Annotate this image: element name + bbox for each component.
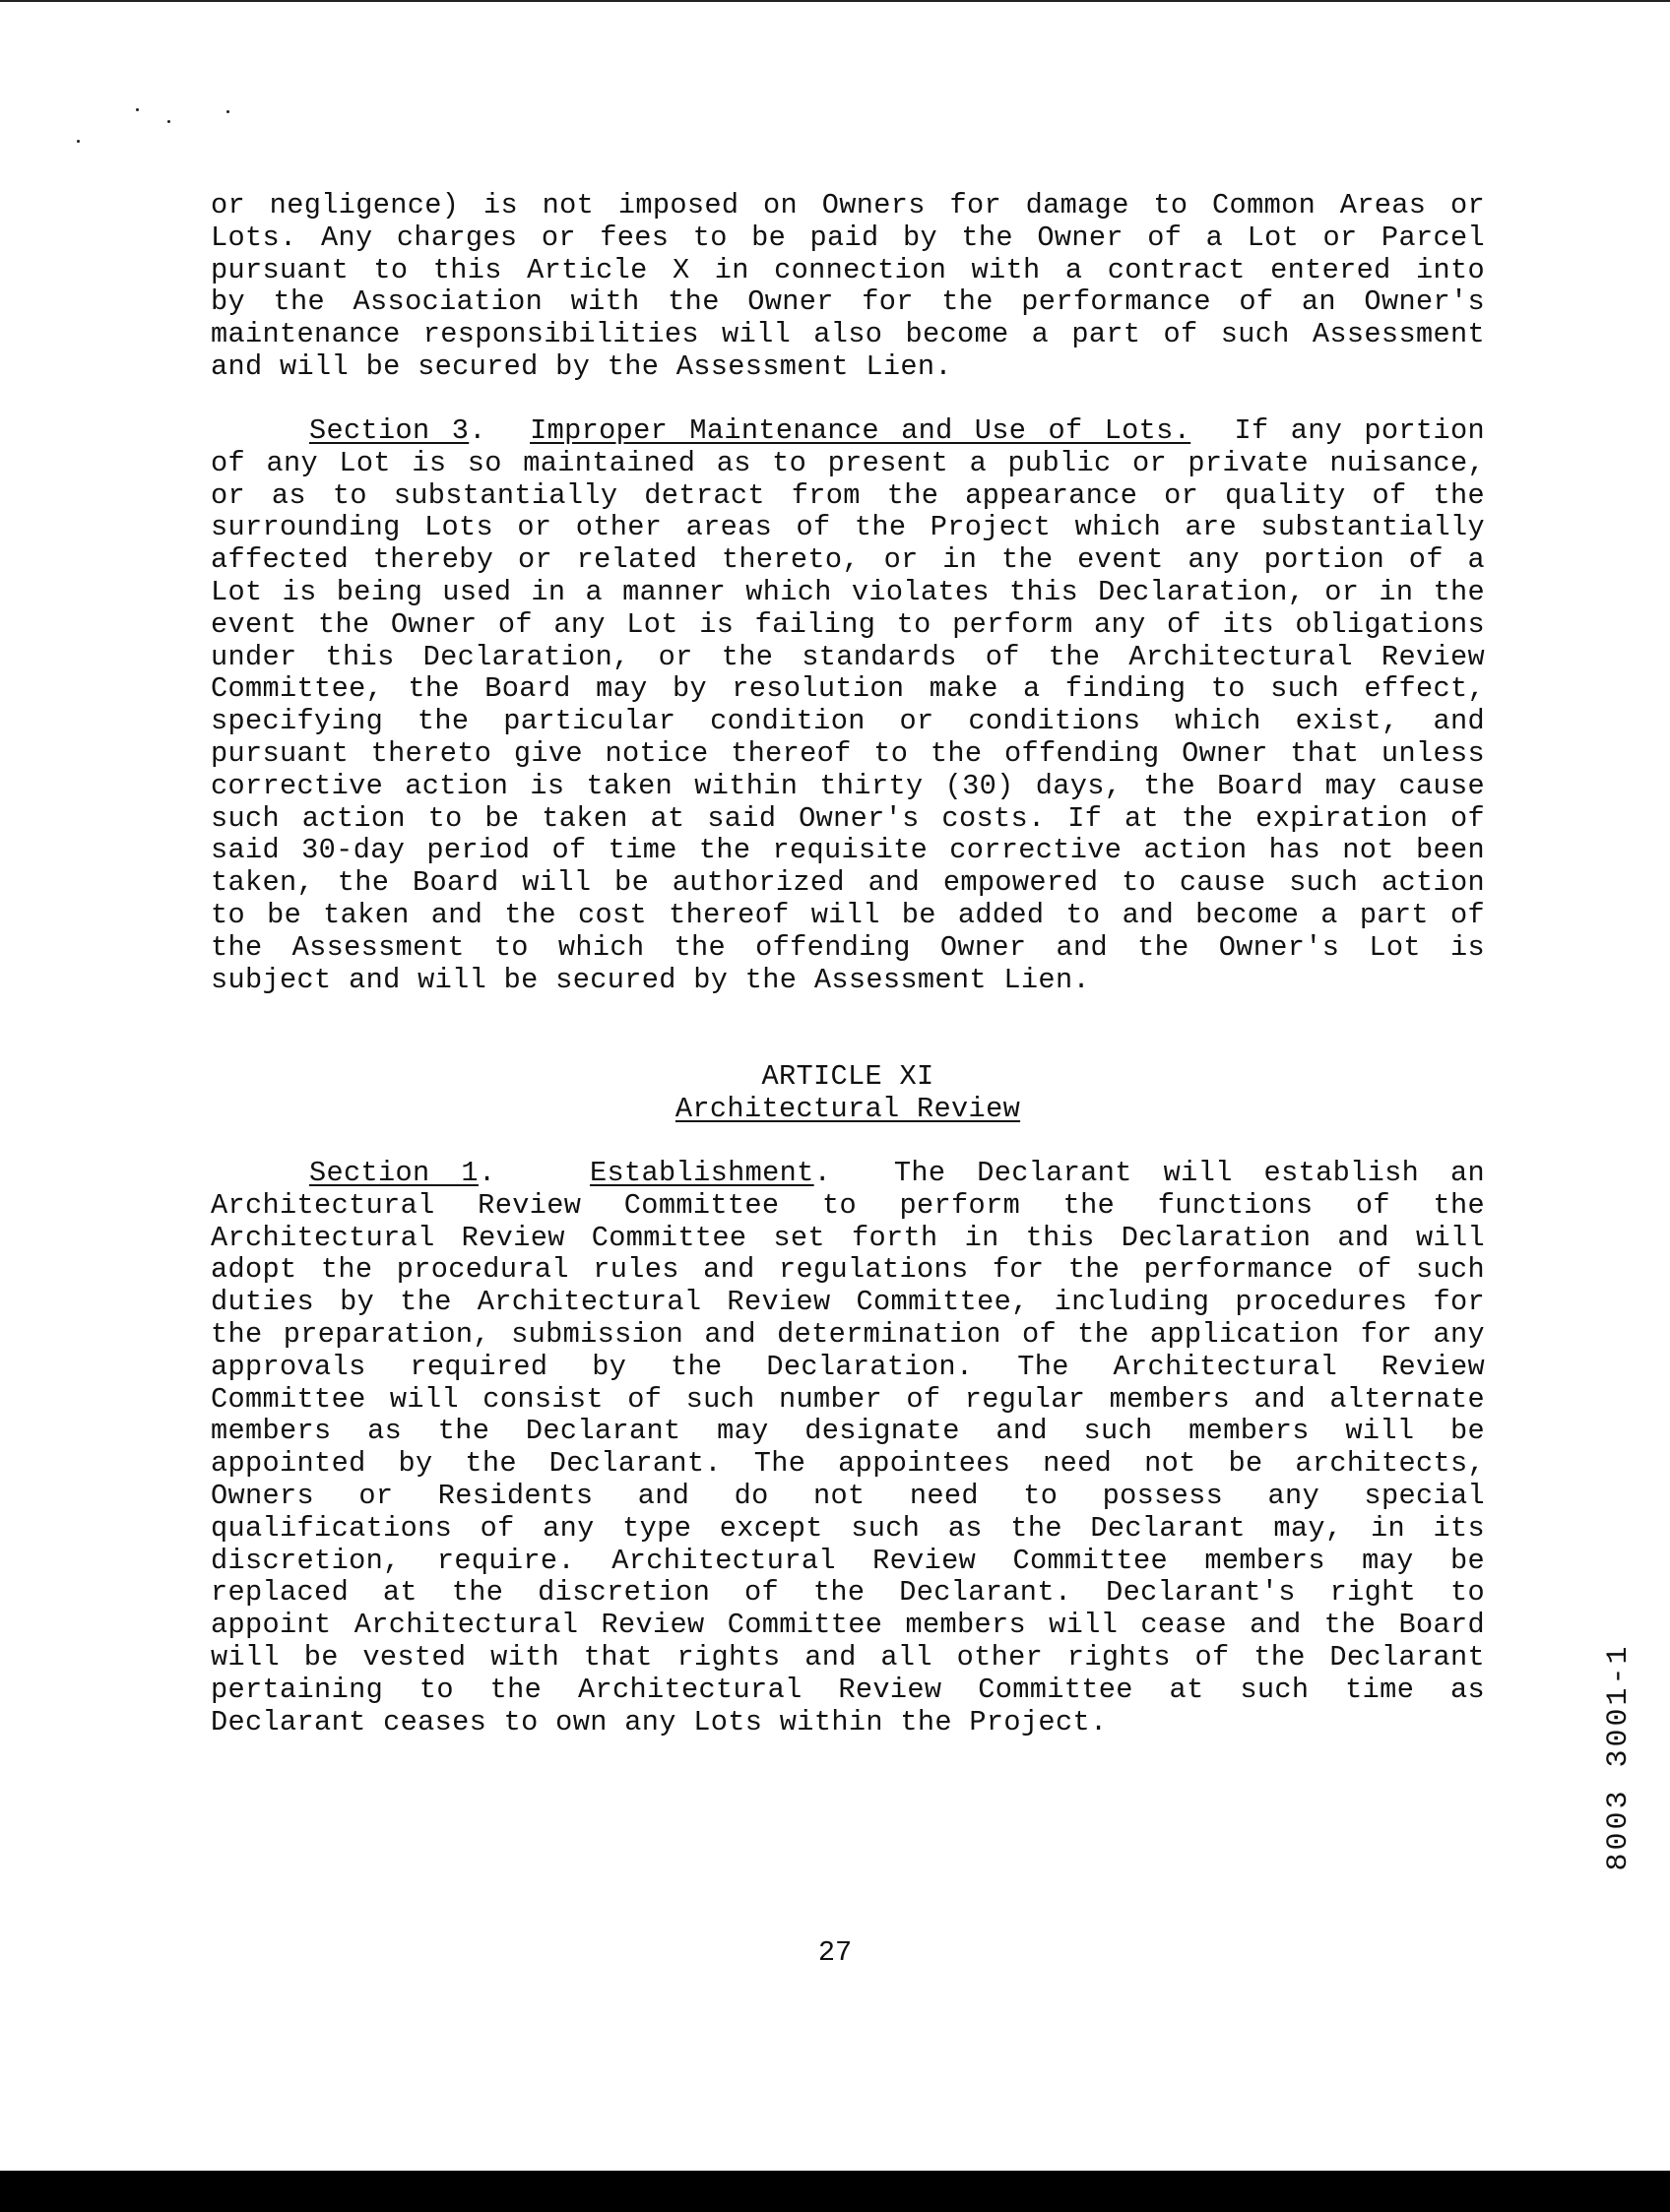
text-line: Owners or Residents and do not need to possess any special (211, 1479, 1485, 1512)
text-line: and will be secured by the Assessment Lien. (211, 349, 952, 383)
article-title-wrap (211, 1094, 1485, 1126)
text-fragment: The Declarant will establish an (893, 1157, 1486, 1189)
scan-speck (167, 120, 170, 123)
scan-speck (226, 110, 229, 113)
text-line: Architectural Review Committee to perform the functions of the (211, 1188, 1485, 1222)
text-line: duties by the Architectural Review Committee, including procedures for (211, 1286, 1485, 1319)
text-line: members as the Declarant may designate and such members will be (211, 1415, 1485, 1448)
scan-bottom-edge (0, 2171, 1670, 2212)
section-3-paragraph (211, 415, 1485, 996)
side-stamp (1602, 1560, 1640, 1954)
text-line: such action to be taken at said Owner's costs. If at the expiration of (211, 801, 1485, 835)
text-line: affected thereby or related thereto, or in the event any portion of a (211, 543, 1485, 577)
article-number: ARTICLE XI (761, 1060, 934, 1093)
text-line: pertaining to the Architectural Review Committee at such time as (211, 1673, 1485, 1706)
text-line: said 30-day period of time the requisite corrective action has not been (211, 834, 1485, 867)
text-line: appoint Architectural Review Committee members will cease and the Board (211, 1609, 1485, 1642)
scan-top-edge (0, 0, 1670, 2)
text-line: Lot is being used in a manner which violates this Declaration, or in the (211, 575, 1485, 608)
text-line: Declarant ceases to own any Lots within the Project. (211, 1705, 1108, 1738)
text-line: or as to substantially detract from the appearance or quality of the (211, 478, 1485, 512)
text-line: the Assessment to which the offending Owner and the Owner's Lot is (211, 930, 1485, 964)
section-3-first-line: Section 3. Improper Maintenance and Use of Lots. If any portion (309, 414, 1485, 447)
page-number: 27 (817, 1936, 853, 1969)
section-3-label: Section 3 (309, 414, 470, 447)
text-line: surrounding Lots or other areas of the Project which are substantially (211, 511, 1485, 544)
side-stamp-text: 8003 3001-1 (1602, 1643, 1636, 1871)
text-line: Committee will consist of such number of regular members and alternate (211, 1382, 1485, 1416)
scan-speck (77, 140, 80, 143)
text-line: to be taken and the cost thereof will be added to and become a part of (211, 898, 1485, 931)
text-line: adopt the procedural rules and regulations for the performance of such (211, 1253, 1485, 1287)
text-line: Lots. Any charges or fees to be paid by the Owner of a Lot or Parcel (211, 221, 1485, 254)
text-line: Committee, the Board may by resolution make a finding to such effect, (211, 672, 1485, 706)
text-line: the preparation, submission and determination of the application for any (211, 1317, 1485, 1351)
text-line: or negligence) is not imposed on Owners for damage to Common Areas or (211, 189, 1485, 221)
text-line: event the Owner of any Lot is failing to perform any of its obligations (211, 607, 1485, 641)
text-fragment: If any portion (1234, 414, 1485, 447)
section-3-title: Improper Maintenance and Use of Lots. (530, 414, 1191, 447)
section-1-title: Establishment (590, 1157, 814, 1189)
text-line: appointed by the Declarant. The appointees need not be architects, (211, 1447, 1485, 1481)
section-1-label: Section 1 (309, 1157, 479, 1189)
text-line: qualifications of any type except such as the Declarant may, in its (211, 1511, 1485, 1545)
text-line: by the Association with the Owner for the performance of an Owner's (211, 285, 1485, 319)
section-1-first-line: Section 1. Establishment. The Declarant will establish an (309, 1157, 1486, 1189)
text-line: pursuant thereto give notice thereof to the offending Owner that unless (211, 736, 1485, 770)
text-line: specifying the particular condition or conditions which exist, and (211, 705, 1485, 738)
text-line: subject and will be secured by the Assessment Lien. (211, 963, 1090, 996)
text-line: discretion, require. Architectural Review Committee members may be (211, 1544, 1485, 1577)
text-line: replaced at the discretion of the Declarant. Declarant's right to (211, 1576, 1485, 1610)
text-line: under this Declaration, or the standards of the Architectural Review (211, 640, 1485, 673)
text-line: will be vested with that rights and all other rights of the Declarant (211, 1640, 1485, 1674)
text-line: corrective action is taken within thirty (30) days, the Board may cause (211, 769, 1485, 802)
text-line: maintenance responsibilities will also become a part of such Assessment (211, 318, 1485, 351)
text-line: pursuant to this Article X in connection with a contract entered into (211, 253, 1485, 286)
text-line: approvals required by the Declaration. The Architectural Review (211, 1350, 1485, 1383)
text-line: of any Lot is so maintained as to present a public or private nuisance, (211, 446, 1485, 479)
continuation-paragraph (211, 190, 1485, 384)
text-line: Architectural Review Committee set forth in this Declaration and will (211, 1221, 1485, 1254)
scan-speck (136, 108, 139, 111)
article-title: Architectural Review (674, 1093, 1021, 1125)
section-1-paragraph (211, 1158, 1485, 1738)
text-line: taken, the Board will be authorized and empowered to cause such action (211, 866, 1485, 900)
